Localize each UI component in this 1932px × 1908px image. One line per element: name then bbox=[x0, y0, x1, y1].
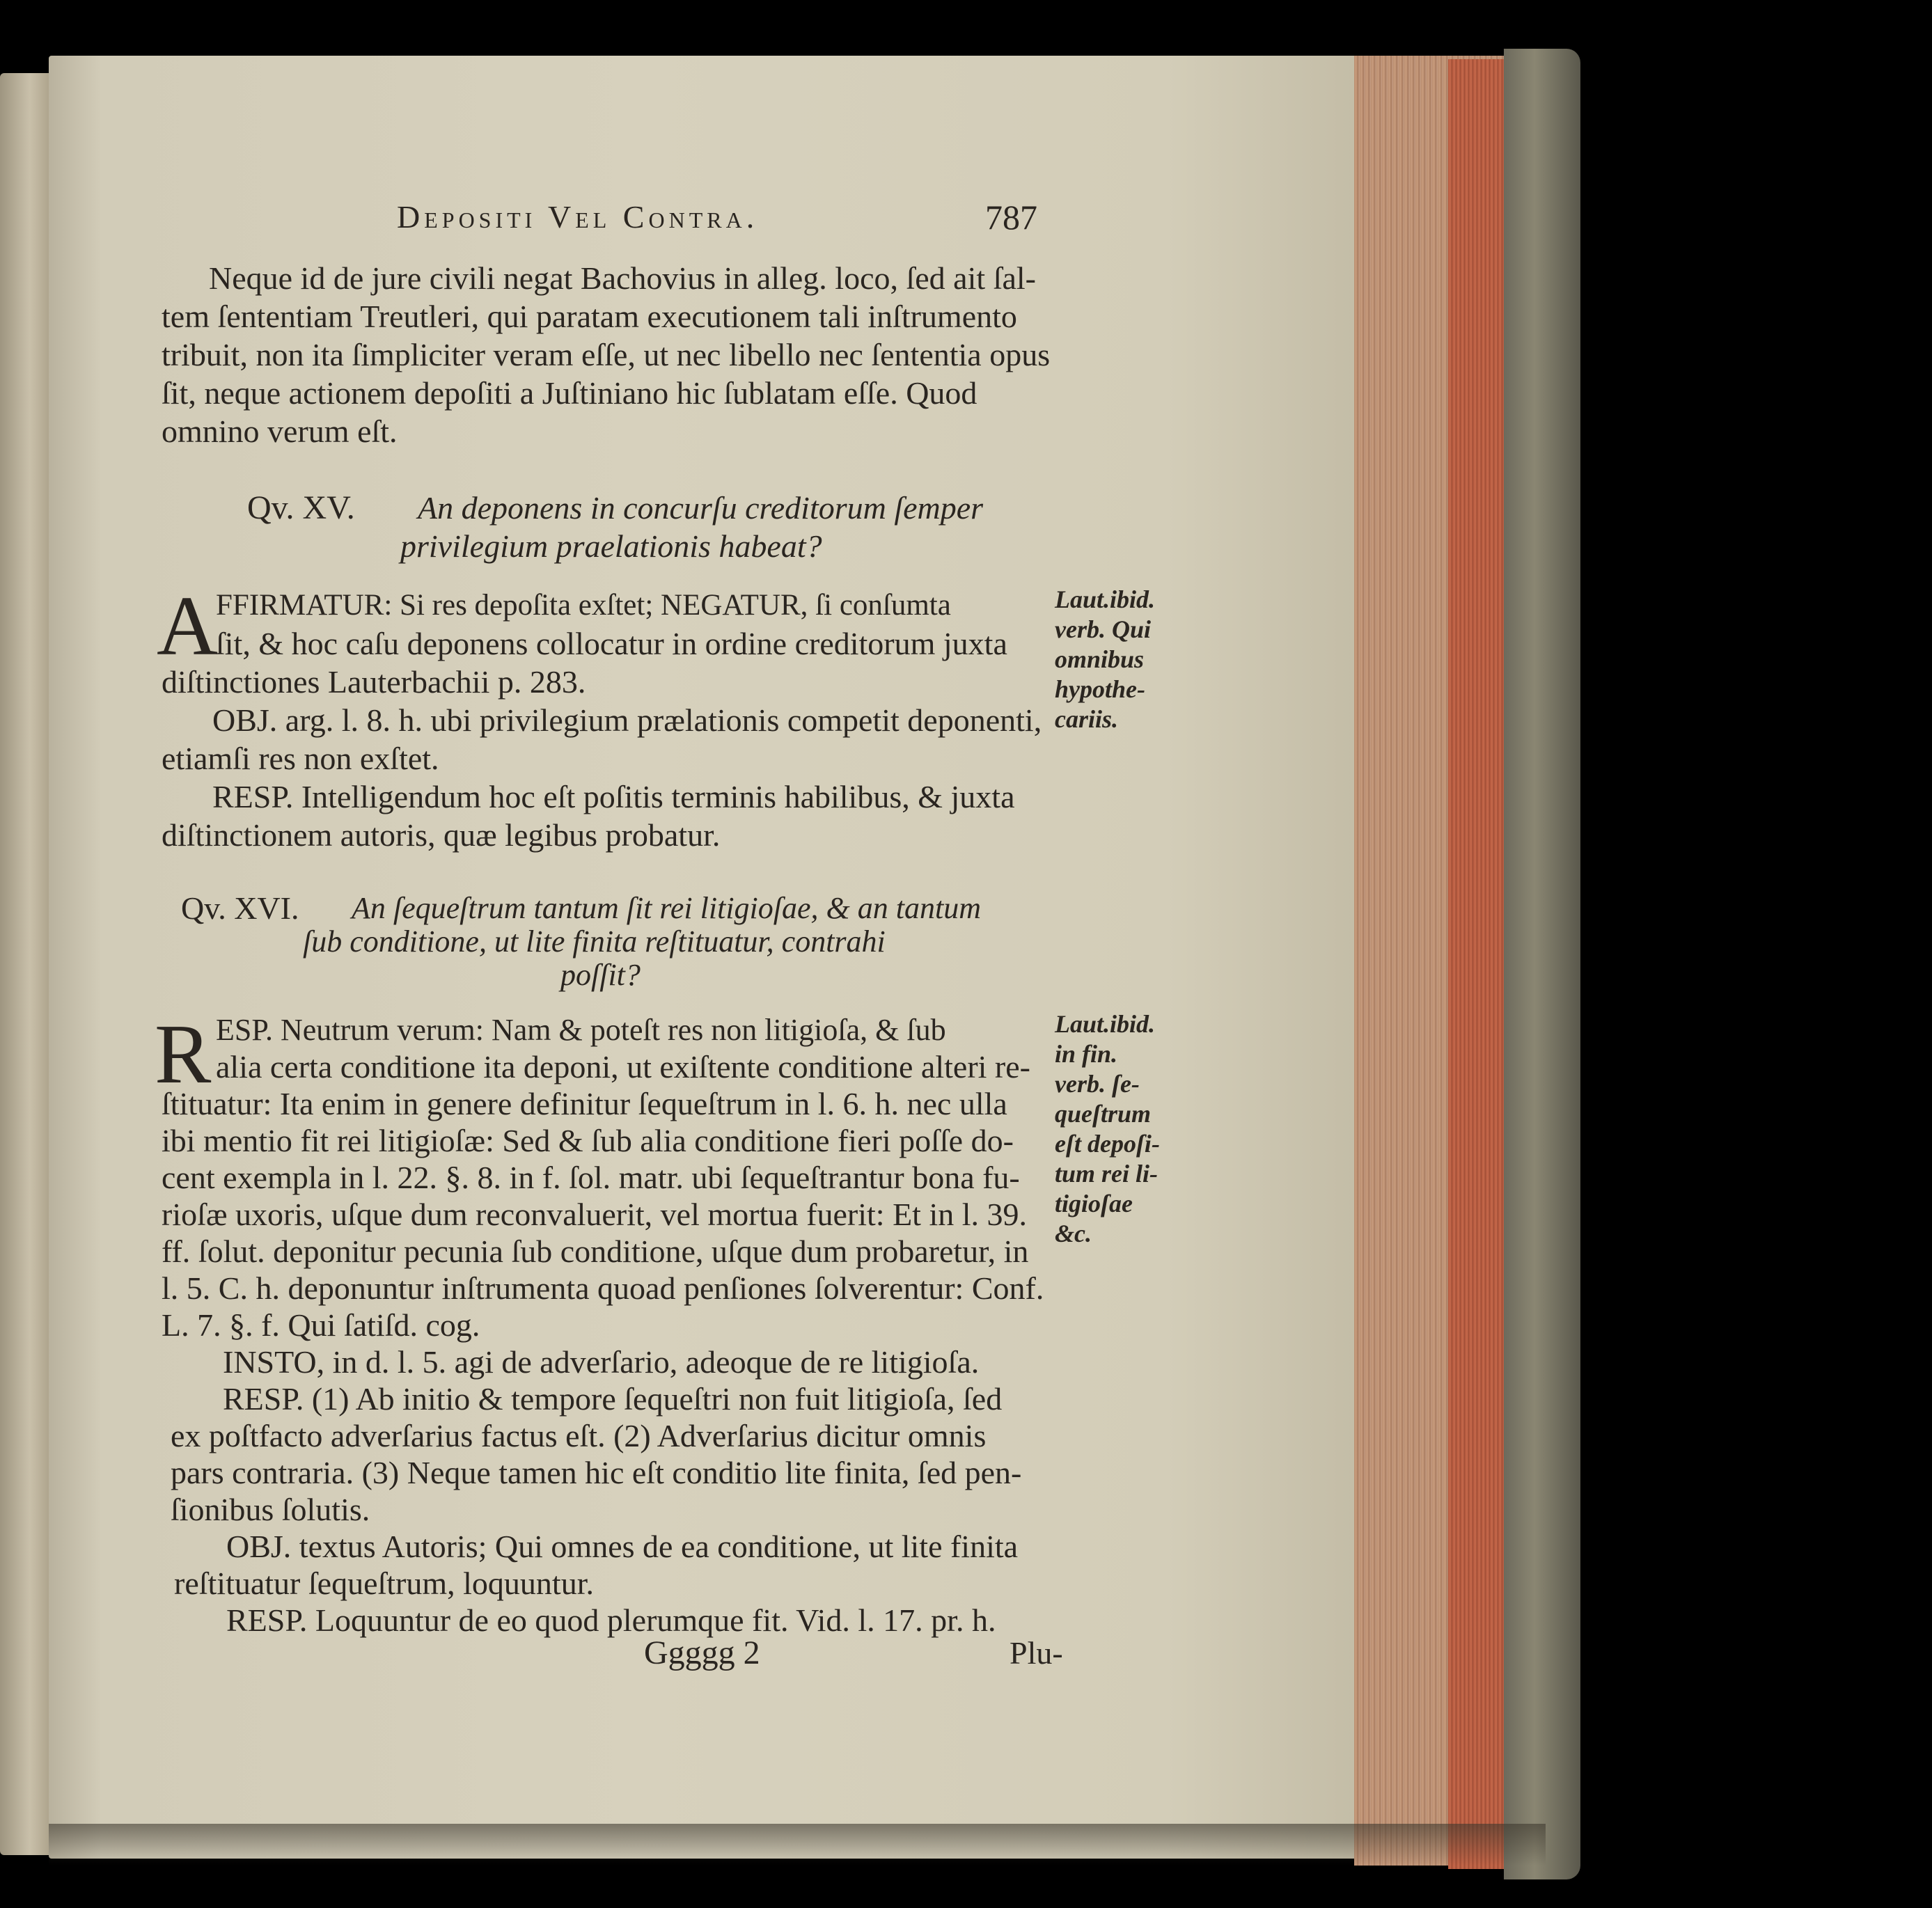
margin-note: eſt depoſi- bbox=[1055, 1130, 1160, 1158]
red-page-edges bbox=[1448, 59, 1511, 1869]
body-line: INSTO, in d. l. 5. agi de adverſario, adeoque de re litigioſa. bbox=[223, 1344, 980, 1380]
drop-cap: R bbox=[155, 1007, 212, 1101]
margin-note: omnibus bbox=[1055, 645, 1145, 673]
question-label: Qv. XV. bbox=[247, 489, 355, 526]
body-line: cent exempla in l. 22. §. 8. in f. ſol. matr. ubi ſequeſtrantur bona fu- bbox=[162, 1160, 1020, 1195]
running-head: Depositi Vel Contra. bbox=[397, 199, 759, 235]
question-text: An deponens in concurſu creditorum ſemper bbox=[418, 490, 984, 526]
margin-note: cariis. bbox=[1055, 705, 1119, 733]
body-line: ſit, & hoc caſu deponens collocatur in ordine creditorum juxta bbox=[216, 626, 1007, 661]
margin-note: in fin. bbox=[1055, 1040, 1118, 1068]
margin-note: &c. bbox=[1055, 1220, 1092, 1247]
body-line: ſionibus ſolutis. bbox=[171, 1492, 370, 1527]
body-line: ff. ſolut. deponitur pecunia ſub conditione, uſque dum probaretur, in bbox=[162, 1233, 1029, 1269]
margin-note: queſtrum bbox=[1055, 1100, 1152, 1128]
body-line: alia certa conditione ita deponi, ut exiſtente conditione alteri re- bbox=[216, 1049, 1030, 1085]
margin-note: Laut.ibid. bbox=[1055, 1010, 1156, 1038]
intro-line: ſit, neque actionem depoſiti a Juſtiniano hic ſublatam eſſe. Quod bbox=[162, 375, 977, 411]
margin-note: tigioſae bbox=[1055, 1190, 1133, 1217]
body-line: RESP. Loquuntur de eo quod plerumque fit. Vid. l. 17. pr. h. bbox=[226, 1602, 996, 1638]
body-line: RESP. Intelligendum hoc eſt poſitis terminis habilibus, & juxta bbox=[212, 779, 1015, 814]
body-line: OBJ. textus Autoris; Qui omnes de ea conditione, ut lite finita bbox=[226, 1529, 1019, 1564]
body-line: L. 7. §. f. Qui ſatiſd. cog. bbox=[162, 1307, 480, 1343]
margin-note: Laut.ibid. bbox=[1055, 585, 1156, 613]
page-number: 787 bbox=[985, 198, 1037, 237]
body-line: etiamſi res non exſtet. bbox=[162, 741, 439, 776]
margin-note: hypothe- bbox=[1055, 675, 1145, 703]
book-cover-board bbox=[1504, 49, 1580, 1879]
margin-note: tum rei li- bbox=[1055, 1160, 1159, 1188]
intro-line: omnino verum eſt. bbox=[162, 413, 398, 449]
body-line: ſtituatur: Ita enim in genere definitur ſequeſtrum in l. 6. h. nec ulla bbox=[162, 1086, 1007, 1121]
body-line: ESP. Neutrum verum: Nam & poteſt res non litigioſa, & ſub bbox=[216, 1013, 946, 1047]
catchword: Plu- bbox=[1010, 1635, 1063, 1671]
body-line: diſtinctionem autoris, quæ legibus probatur. bbox=[162, 817, 721, 853]
facing-page-edge bbox=[0, 73, 54, 1855]
question-text: An ſequeſtrum tantum ſit rei litigioſae, & an tantum bbox=[352, 891, 981, 925]
body-line: pars contraria. (3) Neque tamen hic eſt conditio lite finita, ſed pen- bbox=[171, 1455, 1022, 1490]
page-shadow bbox=[49, 1824, 1546, 1866]
body-line: reſtituatur ſequeſtrum, loquuntur. bbox=[174, 1566, 594, 1601]
body-line: ex poſtfacto adverſarius factus eſt. (2) Adverſarius dicitur omnis bbox=[171, 1418, 987, 1453]
drop-cap: A bbox=[157, 579, 219, 673]
question-text: ſub conditione, ut lite finita reſtituatur, contrahi bbox=[303, 924, 886, 959]
intro-line: tribuit, non ita ſimpliciter veram eſſe, ut nec libello nec ſententia opus bbox=[162, 337, 1051, 372]
body-line: rioſæ uxoris, uſque dum reconvaluerit, vel mortua fuerit: Et in l. 39. bbox=[162, 1197, 1028, 1232]
question-text: poſſit? bbox=[560, 958, 641, 992]
body-line: OBJ. arg. l. 8. h. ubi privilegium prælationis competit deponenti, bbox=[212, 702, 1042, 738]
body-line: diſtinctiones Lauterbachii p. 283. bbox=[162, 664, 586, 700]
question-text: privilegium praelationis habeat? bbox=[400, 528, 822, 564]
margin-note: verb. Qui bbox=[1055, 615, 1151, 643]
body-line: ibi mentio fit rei litigioſæ: Sed & ſub alia conditione fieri poſſe do- bbox=[162, 1123, 1014, 1158]
body-line: RESP. (1) Ab initio & tempore ſequeſtri non fuit litigioſa, ſed bbox=[223, 1381, 1003, 1417]
body-line: l. 5. C. h. deponuntur inſtrumenta quoad penſiones ſolverentur: Conf. bbox=[162, 1270, 1044, 1306]
intro-line: Neque id de jure civili negat Bachovius in alleg. loco, ſed ait ſal- bbox=[209, 260, 1036, 296]
question-label: Qv. XVI. bbox=[181, 890, 299, 926]
signature-mark: Ggggg 2 bbox=[644, 1634, 760, 1671]
body-line: FFIRMATUR: Si res depoſita exſtet; NEGATUR, ſi conſumta bbox=[216, 589, 951, 622]
margin-note: verb. ſe- bbox=[1055, 1070, 1140, 1098]
intro-line: tem ſententiam Treutleri, qui paratam executionem tali inſtrumento bbox=[162, 299, 1017, 334]
